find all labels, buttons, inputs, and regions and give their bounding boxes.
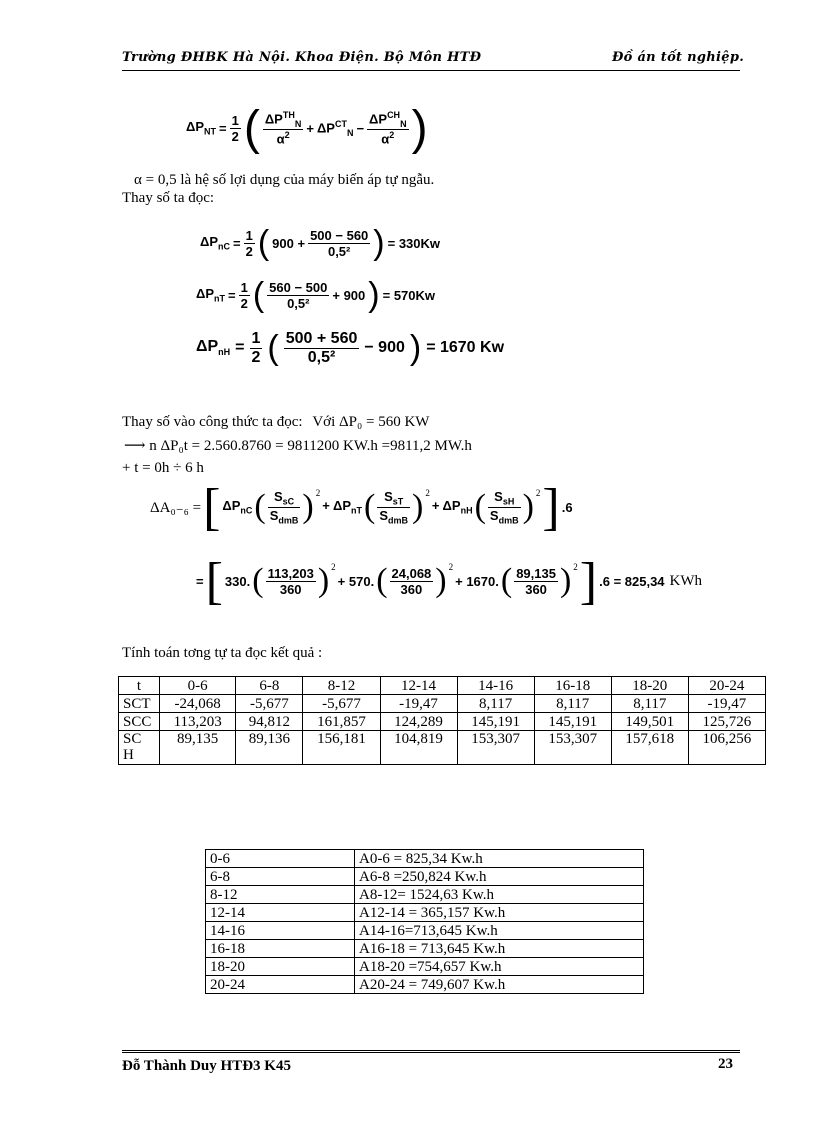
formula-nt-alpha-sup: 2 (284, 129, 290, 140)
eq1-half-num: 1 (245, 227, 253, 243)
eqa-den3: S (489, 507, 499, 523)
eq3-post: − 900 (364, 339, 405, 356)
eqb-cn: 89,135 (516, 565, 556, 581)
eq1-half-den: 2 (245, 243, 253, 259)
subst-line-1b: Với ΔP₀ = 560 KW (312, 414, 430, 430)
table-cell: A16-18 = 713,645 Kw.h (355, 940, 644, 958)
table-row (206, 904, 644, 922)
eq2-lhs-sub: nT (214, 293, 226, 304)
eq3-lhs-sub: nH (218, 347, 231, 358)
formula-nt-half-den: 2 (231, 128, 239, 144)
table-cell: 8,117 (534, 695, 611, 713)
table-row (206, 922, 644, 940)
table-row (206, 940, 644, 958)
formula-nt-alpha: α (276, 131, 285, 147)
header-rule (122, 70, 740, 71)
eq3-den: 0,5² (307, 348, 336, 366)
formula-nt-lhs-sub: NT (204, 126, 217, 137)
table-cell: 145,191 (534, 713, 611, 731)
formula-nt-alpha-2-sup: 2 (389, 129, 395, 140)
table-cell: -5,677 (303, 695, 380, 713)
table-cell: 89,135 (160, 731, 236, 765)
table-cell: 149,501 (611, 713, 688, 731)
table-header-cell: 0-6 (160, 677, 236, 695)
eqa-s2: S (384, 488, 393, 504)
table-row (119, 731, 766, 765)
eqb-bd: 360 (400, 581, 423, 597)
table-cell: 104,819 (380, 731, 457, 765)
table-row (206, 976, 644, 994)
eq1-den: 0,5² (327, 243, 351, 259)
formula-nt-half-num: 1 (231, 112, 239, 128)
table-cell: 124,289 (380, 713, 457, 731)
eqa-den1: S (269, 507, 279, 523)
table-row (206, 868, 644, 886)
table-header-cell: 6-8 (236, 677, 303, 695)
table-cell: 106,256 (688, 731, 765, 765)
header-right: Đồ án tốt nghiệp. (612, 50, 745, 65)
table-cell: 153,307 (534, 731, 611, 765)
eqb-ad: 360 (279, 581, 302, 597)
load-table (118, 676, 766, 765)
formula-nt-eq: = (219, 120, 227, 136)
eqa-lhs: ΔA₀₋₆ = (150, 499, 202, 516)
table-cell: 161,857 (303, 713, 380, 731)
eqa-t3: + ΔP (431, 498, 461, 514)
subst-line-1 (122, 414, 429, 431)
table-cell: 157,618 (611, 731, 688, 765)
table-cell: A20-24 = 749,607 Kw.h (355, 976, 644, 994)
table-cell: 153,307 (457, 731, 534, 765)
table-cell: SCC (119, 713, 160, 731)
eq2-lhs: ΔP (196, 286, 215, 302)
table-header-cell: 8-12 (303, 677, 380, 695)
table-cell: 113,203 (160, 713, 236, 731)
table-cell: 89,136 (236, 731, 303, 765)
table-cell: SCT (119, 695, 160, 713)
eqa-s2s: sT (392, 496, 404, 507)
eqa-s3s: sH (502, 496, 515, 507)
tinh-toan-label: Tính toán tơng tự ta đọc kết quả : (122, 645, 323, 661)
eqa-t1s: nC (240, 505, 253, 516)
table-header-row (119, 677, 766, 695)
table-cell: -19,47 (380, 695, 457, 713)
eqb-bn: 24,068 (391, 565, 432, 581)
table-header-cell: 14-16 (457, 677, 534, 695)
energy-table (205, 849, 644, 994)
table-cell: 156,181 (303, 731, 380, 765)
subst-line-2-text: n ΔP₀t = 2.560.8760 = 9811200 KW.h =9811,2 MW.h (149, 438, 472, 454)
table-header-cell: t (119, 677, 160, 695)
formula-nt-ct-sup: CT (334, 118, 347, 129)
table-header-cell: 12-14 (380, 677, 457, 695)
eq2-den: 0,5² (287, 295, 310, 311)
eqa-t1: ΔP (222, 498, 241, 514)
eqa-tail: .6 (561, 499, 573, 515)
page-number: 23 (718, 1056, 733, 1072)
eqa-den2: S (379, 507, 388, 523)
formula-nt-th-sup: TH (282, 109, 295, 120)
eqa-t3s: nH (460, 505, 473, 516)
equation-a06: ΔA₀₋₆ = [ $\Delta P_{nC}$ ( $\frac{S_{sC}}{S_{dmB}}$ ) $^2$ + $\Delta P_{nT}$ ( $\frac{S_{sT}}{S_{dmB}}$ ) $^2$ + $\Delta P_{nH}$ ( $\frac{S_{sH}}{S_{dmB}}$ ) $^2$ ] .6 (150, 478, 573, 536)
eqb-cd: 360 (525, 581, 547, 597)
table-cell: -19,47 (688, 695, 765, 713)
eqb-an: 113,203 (267, 565, 314, 581)
table-cell: A14-16=713,645 Kw.h (355, 922, 644, 940)
subst-line-1a: Thay số vào công thức ta đọc: (122, 414, 303, 430)
table-cell: A6-8 =250,824 Kw.h (355, 868, 644, 886)
table-row (206, 958, 644, 976)
table-cell: 14-16 (206, 922, 355, 940)
table-cell: 18-20 (206, 958, 355, 976)
formula-nt-ch-sub: N (400, 118, 407, 129)
header-left: Trường ĐHBK Hà Nội. Khoa Điện. Bộ Môn HTĐ (122, 50, 482, 65)
table-row (119, 713, 766, 731)
table-cell: -5,677 (236, 695, 303, 713)
table-cell: 20-24 (206, 976, 355, 994)
table-cell: A0-6 = 825,34 Kw.h (355, 850, 644, 868)
table-cell: A8-12= 1524,63 Kw.h (355, 886, 644, 904)
eqa-den1s: dmB (278, 515, 299, 526)
eq3-half-den: 2 (251, 348, 261, 366)
table-cell: 8-12 (206, 886, 355, 904)
eq2-half-num: 1 (240, 279, 248, 295)
eqa-s3: S (494, 488, 503, 504)
eq3-lhs: ΔP (196, 338, 219, 356)
eqa-den3s: dmB (498, 515, 519, 526)
formula-nt-alpha-2: α (381, 131, 390, 147)
table-header-cell: 16-18 (534, 677, 611, 695)
eq1-lhs-sub: nC (218, 241, 231, 252)
table-header-cell: 18-20 (611, 677, 688, 695)
footer-author: Đỗ Thành Duy HTĐ3 K45 (122, 1058, 291, 1074)
eqa-t2: + ΔP (322, 498, 351, 514)
formula-nt-ch-sup: CH (387, 109, 401, 120)
table-row (206, 886, 644, 904)
table-cell: 16-18 (206, 940, 355, 958)
eq1-lhs: ΔP (200, 234, 219, 250)
table-row (206, 850, 644, 868)
table-cell: 8,117 (611, 695, 688, 713)
table-cell: 94,812 (236, 713, 303, 731)
table-cell: A18-20 =754,657 Kw.h (355, 958, 644, 976)
eqa-s1s: sC (282, 496, 295, 507)
table-cell: 145,191 (457, 713, 534, 731)
table-cell: 0-6 (206, 850, 355, 868)
table-cell: 12-14 (206, 904, 355, 922)
eq3-half-num: 1 (251, 329, 261, 347)
table-row (119, 695, 766, 713)
table-cell: 8,117 (457, 695, 534, 713)
formula-nt-th: ΔP (264, 111, 283, 127)
eqa-den2s: dmB (388, 515, 408, 526)
thay-so-label: Thay số ta đọc: (122, 190, 215, 206)
eqb-c: + 1670. (455, 573, 499, 589)
eq3-num: 500 + 560 (285, 329, 358, 347)
eqb-lhs: = (196, 573, 204, 589)
eqb-a: 330. (224, 573, 251, 589)
eq1-num: 500 − 560 (310, 227, 369, 243)
eqa-t2s: nT (351, 505, 362, 516)
table-cell: A12-14 = 365,157 Kw.h (355, 904, 644, 922)
subst-line-3: + t = 0h ÷ 6 h (122, 460, 204, 476)
formula-nt-plus: + (306, 120, 314, 136)
formula-nt-ch: ΔP (369, 111, 388, 127)
equation-pnh: $\Delta P_{nH}$ = $\frac{1}{2}$ ( $\frac{500 + 560}{\text{0,5²}}$ − 900 ) = 1670 Kw (196, 328, 505, 367)
equation-pnc: $\Delta P_{nC}$ = $\frac{1}{2}$ ( 900 + $\frac{500 - 560}{\text{0,5²}}$ ) = 330Kw (200, 223, 441, 262)
table-cell: SC H (119, 731, 160, 765)
eqb-tail: .6 = 825,34 (599, 573, 665, 589)
formula-nt-th-sub: N (294, 118, 302, 129)
equation-pnt: $\Delta P_{nT}$ = $\frac{1}{2}$ ( $\frac{560 - 500}{\text{0,5²}}$ + 900 ) = 570Kw (196, 275, 436, 314)
eq1-pre: 900 + (272, 235, 306, 251)
eq2-half-den: 2 (240, 295, 248, 311)
eqa-s1: S (273, 488, 283, 504)
formula-nt-ct-sub: N (346, 127, 354, 138)
formula-nt: $\Delta P_{NT}$ = $\frac{1}{2}$ ( $\frac{\Delta P^{TH}_N}{\alpha^2}$ + $\Delta P^{CT}_N$ − $\frac{\Delta P^{CH}_N}{\alpha^2}$ ) (186, 101, 428, 155)
eqb-unit: KWh (669, 572, 703, 589)
eq1-result: = 330Kw (387, 235, 441, 251)
footer-rule (122, 1050, 740, 1053)
table-cell: 125,726 (688, 713, 765, 731)
eq2-post: + 900 (332, 287, 366, 303)
subst-line-2 (124, 436, 472, 455)
arrow-right-icon: ⟶ (124, 438, 146, 454)
eq3-result: = 1670 Kw (426, 339, 505, 356)
table-header-cell: 20-24 (688, 677, 765, 695)
eq2-result: = 570Kw (382, 287, 436, 303)
alpha-line: α = 0,5 là hệ số lợi dụng của máy biến áp tự ngẫu. (134, 172, 435, 188)
equation-a06-values: = [ 330. ( $\frac{113,203}{360}$ ) $^2$ + 570. ( $\frac{24,068}{360}$ ) $^2$ + 1670. ( $\frac{89,135}{360}$ ) $^2$ ] .6 = 825,34 KWh (196, 552, 703, 610)
formula-nt-minus: − (356, 120, 365, 136)
table-cell: 6-8 (206, 868, 355, 886)
eq2-num: 560 − 500 (269, 279, 328, 295)
formula-nt-ct: ΔP (316, 119, 335, 135)
eqb-b: + 570. (337, 573, 375, 589)
formula-nt-lhs: ΔP (186, 119, 205, 135)
table-cell: -24,068 (160, 695, 236, 713)
